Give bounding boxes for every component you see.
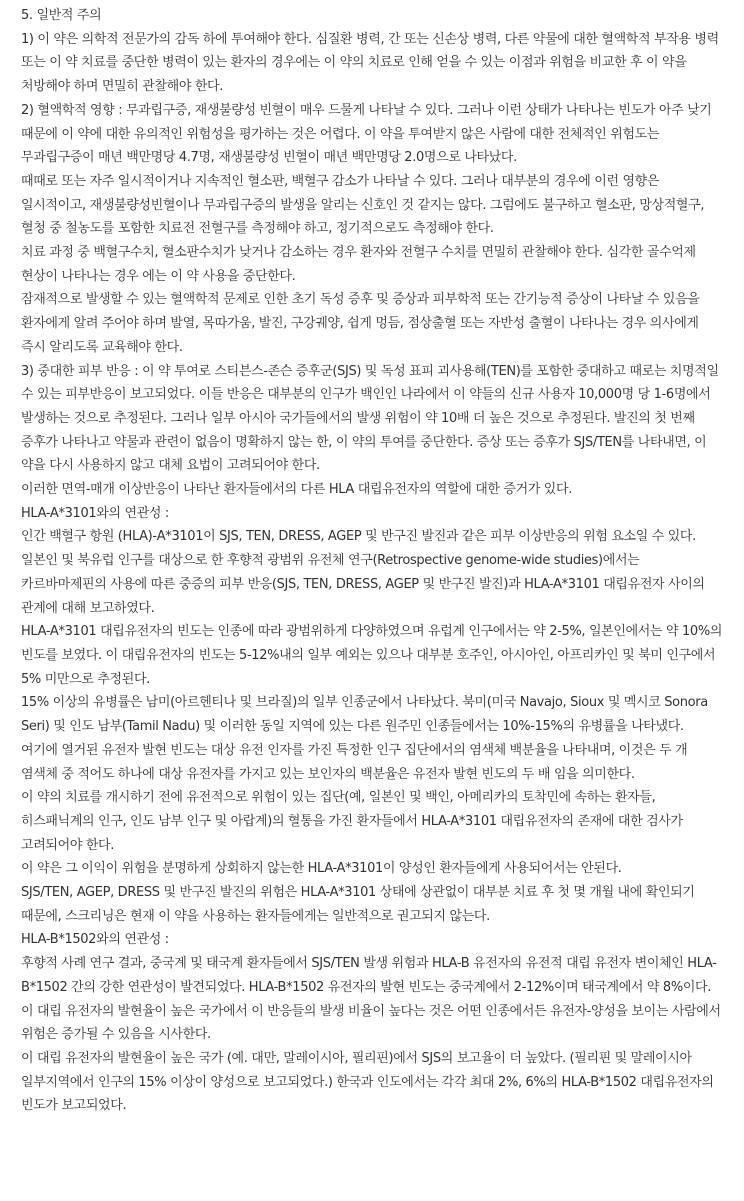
paragraph-screening-not-recommended: SJS/TEN, AGEP, DRESS 및 반구진 발진의 위험은 HLA-A*3101 상태에 상관없이 대부분 치료 후 첫 몇 개월 내에 확인되기 때문에, 스크리닝은 현재 이 약을 사용하는 환자들에게는 일반적으로 권고되지 않는다. [21,885,695,924]
paragraph-allele-frequency-note: 여기에 열거된 유전자 발현 빈도는 대상 유전 인자를 가진 특정한 인구 집단에서의 염색체 백분율을 나타내며, 이것은 두 개 염색체 중 적어도 하나에 대상 유전자를 가지고 있는 보인자의 백분율은 유전자 발현 빈도의 두 배 임을 의미한다. [21,742,688,782]
paragraph-hla-b1502-association: 후향적 사례 연구 결과, 중국계 및 태국계 환자들에서 SJS/TEN 발생 위험과 HLA-B 유전자의 유전적 대립 유전자 변이체인 HLA-B*1502 간의 강한 연관성이 발견되었다. HLA-B*1502 유전자의 발현 빈도는 중국계에서 2-12%이며 태국계에서 약 8%이다. 이 대립 유전자의 발현율이 높은 국가에서 이 반응들의 발생 비율이 높다는 것은 어떤 인종에서든 유전자-양성을 보이는 사람에서 위험은 증가될 수 있음을 시사한다. [21,956,721,1043]
paragraph-monitoring: 치료 과정 중 백혈구수치, 혈소판수치가 낮거나 감소하는 경우 환자와 전혈구 수치를 면밀히 관찰해야 한다. 심각한 골수억제 현상이 나타나는 경우 에는 이 약 사용을 중단한다. [21,245,696,284]
paragraph-screening: 이 약의 치료를 개시하기 전에 유전적으로 위험이 있는 집단(예, 일본인 및 백인, 아메리카의 토착민에 속하는 환자들, 히스패닉계의 인구, 인도 남부 인구 및 아랍계)의 혈통을 가진 환자들에서 HLA-A*3101 대립유전자의 존재에 대한 검사가 고려되어야 한다. [21,790,683,853]
paragraph-hla-a3101-positive: 이 약은 그 이익이 위험을 분명하게 상회하지 않는한 HLA-A*3101이 양성인 환자들에게 사용되어서는 안된다. [21,861,622,877]
paragraph-hla-a3101-risk: 인간 백혈구 항원 (HLA)-A*3101이 SJS, TEN, DRESS, AGEP 및 반구진 발진과 같은 피부 이상반응의 위험 요소일 수 있다. 일본인 및 북유럽 인구를 대상으로 한 후향적 광범위 유전체 연구(Retrospective genome-wide studies)에서는 카르바마제핀의 사용에 따른 중증의 피부 반응(SJS, TEN, DRESS, AGEP 및 반구진 발진)과 HLA-A*3101 대립유전자 사이의 관계에 대해 보고하였다. [21,529,705,616]
subheading-hla-b1502: HLA-B*1502와의 연관성 : [21,932,169,948]
paragraph-platelet-leukocyte: 때때로 또는 자주 일시적이거나 지속적인 혈소판, 백혈구 감소가 나타날 수 있다. 그러나 대부분의 경우에 이런 영향은 일시적이고, 재생불량성빈혈이나 무과립구증의 발생을 알리는 신호인 것 같지는 않다. 그럼에도 불구하고 혈소판, 망상적혈구, 혈청 중 철농도를 포함한 치료전 전혈구를 측정해야 하고, 정기적으로도 측정해야 한다. [21,173,705,237]
paragraph-hla-evidence: 이러한 면역-매개 이상반응이 나타난 환자들에서의 다른 HLA 대립유전자의 역할에 대한 증거가 있다. [21,482,573,498]
paragraph-supervision: 1) 이 약은 의학적 전문가의 감독 하에 투여해야 한다. 심질환 병력, 간 또는 신손상 병력, 다른 약물에 대한 혈액학적 부작용 병력 또는 이 약 치료를 중단한 병력이 있는 환자의 경우에는 이 약의 치료로 인해 얻을 수 있는 이점과 위험을 비교한 후 이 약을 처방해야 하며 면밀히 관찰해야 한다. [21,31,719,95]
paragraph-patient-education: 잠재적으로 발생할 수 있는 혈액학적 문제로 인한 초기 독성 증후 및 증상과 피부학적 또는 간기능적 증상이 나타날 수 있음을 환자에게 알려 주어야 하며 발열, 목따가움, 발진, 구강궤양, 쉽게 멍듬, 점상출혈 또는 자반성 출혈이 나타나는 경우 의사에게 즉시 알리도록 교육해야 한다. [21,292,700,355]
section-heading: 5. 일반적 주의 [21,8,102,23]
paragraph-serious-skin-reactions: 3) 중대한 피부 반응 : 이 약 투여로 스티븐스-존슨 증후군(SJS) 및 독성 표피 괴사용해(TEN)를 포함한 중대하고 때로는 치명적일 수 있는 피부반응이 보고되었다. 이들 반응은 대부분의 인구가 백인인 나라에서 이 약들의 신규 사용자 10,000명 당 1-6명에서 발생하는 것으로 추정된다. 그러나 일부 아시아 국가들에서의 발생 위험이 약 10배 더 높은 것으로 추정된다. 발진의 첫 번째 증후가 나타나고 약물과 관련이 없음이 명확하지 않는 한, 이 약의 투여를 중단한다. 증상 또는 증후가 SJS/TEN를 나타내면, 이 약을 다시 사용하지 않고 대체 요법이 고려되어야 한다. [21,363,719,474]
paragraph-hla-b1502-countries: 이 대립 유전자의 발현율이 높은 국가 (예. 대만, 말레이시아, 필리핀)에서 SJS의 보고율이 더 높았다. (필리핀 및 말레이시아 일부지역에서 인구의 15% 이상이 양성으로 보고되었다.) 한국과 인도에서는 각각 최대 2%, 6%의 HLA-B*1502 대립유전자의 빈도가 보고되었다. [21,1050,714,1114]
paragraph-prevalence: 15% 이상의 유병률은 남미(아르헨티나 및 브라질)의 일부 인종군에서 나타났다. 북미(미국 Navajo, Sioux 및 멕시코 Sonora Seri) 및 인도 남부(Tamil Nadu) 및 이러한 동일 지역에 있는 다른 원주민 인종들에서는 10%-15%의 유병률을 나타냈다. [21,695,708,735]
subheading-hla-a3101: HLA-A*3101와의 연관성 : [21,505,169,521]
paragraph-hla-a3101-frequency: HLA-A*3101 대립유전자의 빈도는 인종에 따라 광범위하게 다양하였으며 유럽계 인구에서는 약 2-5%, 일본인에서는 약 10%의 빈도를 보였다. 이 대립유전자의 빈도는 5-12%내의 일부 예외는 있으나 대부분 호주인, 아시아인, 아프리카인 및 북미 인구에서 5% 미만으로 추정된다. [21,624,723,687]
paragraph-hematologic-effects: 2) 혈액학적 영향 : 무과립구증, 재생불량성 빈혈이 매우 드물게 나타날 수 있다. 그러나 이런 상태가 나타나는 빈도가 아주 낮기 때문에 이 약에 대한 유의적인 위험성을 평가하는 것은 어렵다. 이 약을 투여받지 않은 사람에 대한 전체적인 위험도는 무과립구증이 매년 백만명당 4.7명, 재생불량성 빈혈이 매년 백만명당 2.0명으로 나타났다. [21,102,712,166]
